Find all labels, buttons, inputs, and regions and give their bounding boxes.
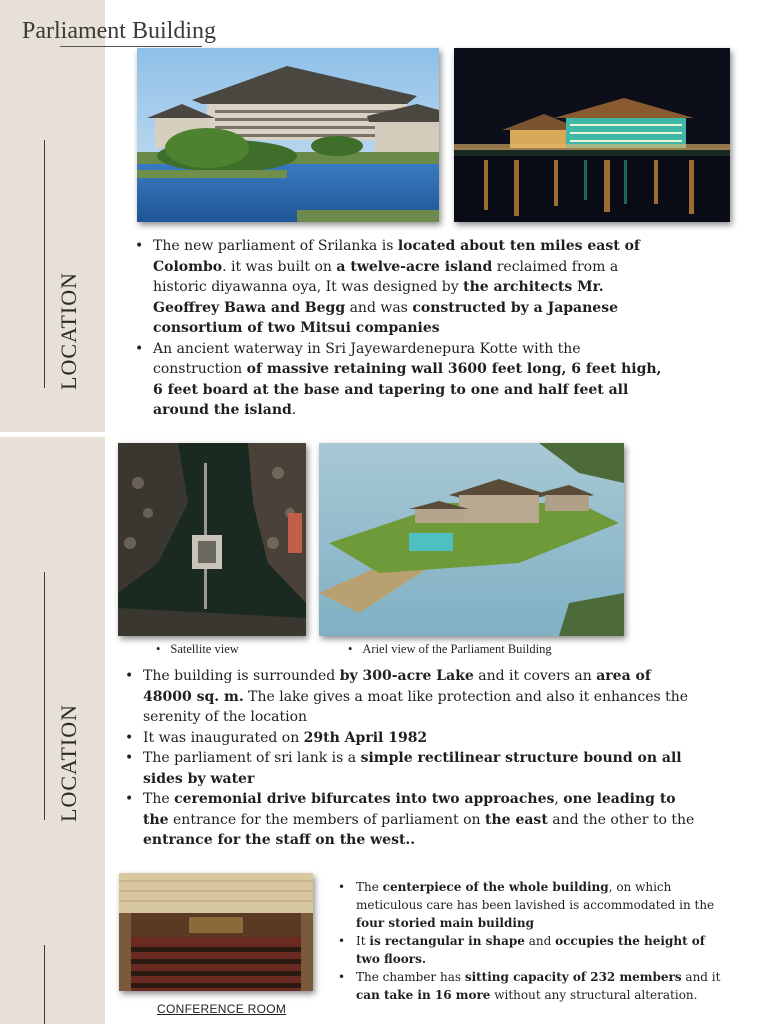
bullet-item bbox=[123, 789, 703, 851]
text-run: It was inaugurated on bbox=[143, 729, 304, 746]
sidebar-rule bbox=[44, 945, 45, 1024]
bold-text: entrance for the staff on the west.. bbox=[143, 832, 416, 848]
text-run: and was bbox=[345, 299, 413, 316]
bold-text: by 300-acre Lake bbox=[339, 668, 474, 684]
section1-bullet-list bbox=[133, 236, 663, 421]
bold-text: 29th April 1982 bbox=[303, 729, 428, 746]
bold-text: constructed by a Japanese consortium of two Mitsui companies bbox=[153, 299, 619, 336]
bold-text: of massive retaining wall 3600 feet long, 6 feet high, 6 feet board at the base and tapering to one and half feet all around the island bbox=[153, 361, 662, 418]
bold-text: the architects Mr. Geoffrey Bawa and Begg bbox=[153, 279, 604, 316]
bold-text: occupies the height of two floors. bbox=[356, 934, 705, 966]
conference-room-caption: CONFERENCE ROOM bbox=[157, 1002, 287, 1016]
sidebar-panel-top bbox=[0, 0, 105, 432]
bullet-item bbox=[336, 878, 726, 932]
bullet-item bbox=[123, 728, 703, 749]
section2-bullet-list bbox=[123, 666, 703, 851]
satellite-photo bbox=[118, 443, 306, 636]
location-label-1: LOCATION bbox=[56, 272, 81, 390]
text-run: An ancient waterway in Sri Jayewardenepura Kotte with the construction bbox=[153, 340, 581, 377]
sidebar-rule bbox=[44, 572, 45, 820]
text-run: The bbox=[356, 880, 383, 894]
text-run: without any structural alteration. bbox=[490, 988, 698, 1002]
text-run: The new parliament of Srilanka is bbox=[153, 238, 398, 254]
parliament-night-photo bbox=[454, 48, 730, 222]
bullet-item bbox=[336, 932, 726, 968]
bullet-item bbox=[133, 236, 663, 339]
text-run: The building is surrounded bbox=[143, 668, 340, 684]
bold-text: sitting capacity of 232 members bbox=[464, 970, 682, 984]
bold-text: simple rectilinear structure bound on all sides by water bbox=[143, 750, 682, 787]
text-run: and bbox=[524, 934, 556, 948]
page-title: Parliament Building bbox=[22, 18, 216, 44]
bullet-item bbox=[123, 666, 703, 728]
sidebar-panel-bottom bbox=[0, 437, 105, 1024]
text-run: The bbox=[143, 791, 175, 807]
bold-text: area of 48000 sq. m. bbox=[143, 668, 651, 705]
text-run: entrance for the members of parliament on bbox=[168, 811, 486, 828]
bold-text: is rectangular in shape bbox=[369, 934, 525, 948]
section3-bullet-list bbox=[336, 878, 726, 1004]
aerial-photo bbox=[319, 443, 624, 636]
parliament-day-photo bbox=[137, 48, 439, 222]
bullet-item bbox=[133, 339, 663, 421]
bullet-item bbox=[123, 748, 703, 789]
text-run: and it bbox=[681, 970, 721, 984]
bold-text: can take in 16 more bbox=[356, 988, 491, 1002]
text-run: reclaimed from a historic diyawanna oya, It was designed by bbox=[153, 258, 619, 295]
bold-text: located about ten miles east of Colombo bbox=[153, 238, 640, 275]
bold-text: one leading to the bbox=[143, 791, 676, 828]
bold-text: centerpiece of the whole building bbox=[382, 880, 609, 894]
text-run: . bbox=[291, 402, 297, 418]
text-run: It bbox=[356, 934, 370, 948]
title-underline bbox=[60, 46, 202, 47]
text-run: The parliament of sri lank is a bbox=[143, 750, 361, 766]
bold-text: four storied main building bbox=[356, 916, 535, 930]
bullet-item bbox=[336, 968, 726, 1004]
text-run: , on which meticulous care has been lavished is accommodated in the bbox=[356, 880, 715, 912]
bold-text: the east bbox=[485, 811, 548, 828]
conference-room-photo bbox=[119, 873, 313, 991]
sidebar-rule bbox=[44, 140, 45, 388]
aerial-caption: • Ariel view of the Parliament Building bbox=[348, 642, 552, 657]
bold-text: ceremonial drive bifurcates into two approaches bbox=[174, 791, 555, 807]
location-label-2: LOCATION bbox=[56, 704, 81, 822]
text-run: and it covers an bbox=[473, 668, 597, 684]
text-run: The lake gives a moat like protection and also it enhances the serenity of the location bbox=[143, 688, 689, 725]
text-run: The chamber has bbox=[356, 970, 465, 984]
text-run: and the other to the bbox=[547, 811, 695, 828]
text-run: , bbox=[554, 791, 564, 807]
text-run: . it was built on bbox=[222, 258, 337, 275]
satellite-caption: • Satellite view bbox=[156, 642, 239, 657]
bold-text: a twelve-acre island bbox=[336, 258, 493, 275]
